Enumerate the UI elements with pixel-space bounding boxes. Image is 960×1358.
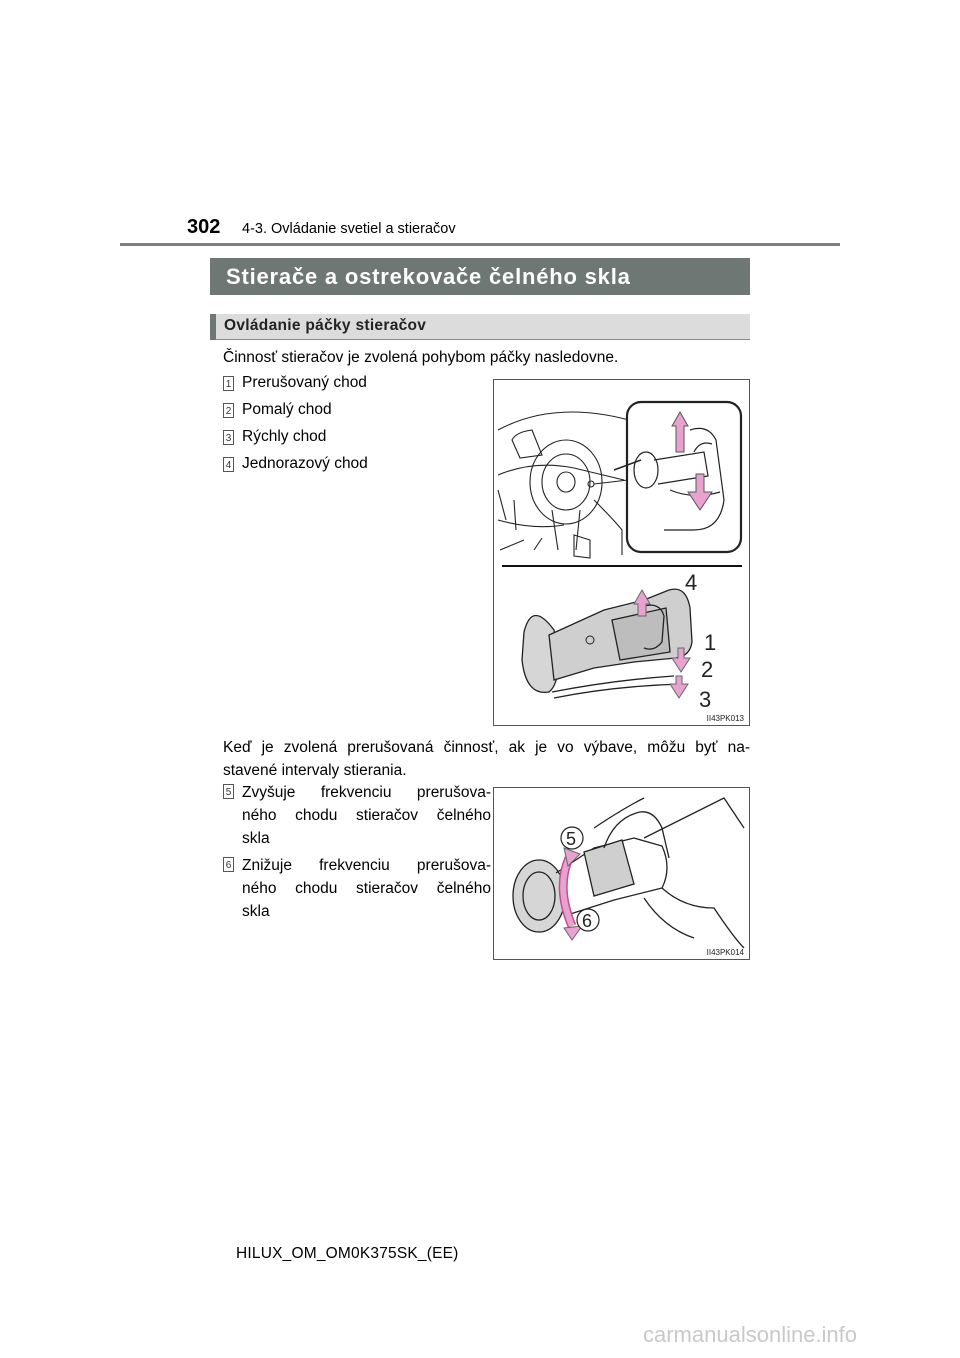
- subsection-title: Ovládanie páčky stieračov: [224, 317, 427, 334]
- interval-line: ného chodu stieračov čelného: [242, 807, 491, 824]
- interval-line: Zvyšuje frekvenciu prerušova-: [242, 784, 491, 801]
- mode-label: Jednorazový chod: [242, 455, 368, 472]
- interval-line: ného chodu stieračov čelného: [242, 880, 491, 897]
- figure-code: II43PK013: [706, 714, 744, 723]
- note-line-2: stavené intervaly stierania.: [223, 762, 407, 779]
- intro-text: Činnosť stieračov je zvolená pohybom páčky nasledovne.: [223, 349, 619, 366]
- mode-marker: 1: [223, 376, 234, 391]
- interval-marker: 6: [223, 857, 234, 872]
- callout-3: 3: [699, 687, 712, 712]
- mode-label: Rýchly chod: [242, 428, 327, 445]
- page-number: 302: [187, 216, 221, 238]
- mode-marker: 2: [223, 403, 234, 418]
- section-title: Stierače a ostrekovače čelného skla: [226, 264, 631, 289]
- mode-marker: 3: [223, 430, 234, 445]
- callout-2: 2: [701, 657, 714, 682]
- subsection-accent-bar: [210, 314, 216, 340]
- interval-line: Znižuje frekvenciu prerušova-: [242, 857, 491, 874]
- note-line-1: Keď je zvolená prerušovaná činnosť, ak je vo výbave, môžu byť na-: [223, 739, 750, 756]
- section-title-band: [210, 258, 750, 295]
- document-code-footer: HILUX_OM_OM0K375SK_(EE): [236, 1245, 459, 1262]
- wiper-lever-figure: [493, 379, 750, 726]
- mode-marker: 4: [223, 457, 234, 472]
- interval-line: skla: [242, 830, 270, 847]
- interval-dial-illustration: [494, 788, 749, 959]
- wiper-lever-illustration: [494, 380, 749, 725]
- section-reference: 4-3. Ovládanie svetiel a stieračov: [242, 221, 456, 237]
- watermark: carmanualsonline.info: [643, 1322, 858, 1347]
- subsection-band: [210, 314, 750, 340]
- mode-label: Pomalý chod: [242, 401, 332, 418]
- mode-label: Prerušovaný chod: [242, 374, 367, 391]
- interval-marker: 5: [223, 784, 234, 799]
- figure-code: II43PK014: [706, 948, 744, 957]
- callout-5: 5: [566, 829, 577, 849]
- header-divider: [120, 243, 840, 246]
- callout-1: 1: [704, 630, 717, 655]
- callout-6: 6: [582, 911, 593, 931]
- interval-line: skla: [242, 903, 270, 920]
- callout-4: 4: [685, 570, 698, 595]
- interval-dial-figure: [493, 787, 750, 960]
